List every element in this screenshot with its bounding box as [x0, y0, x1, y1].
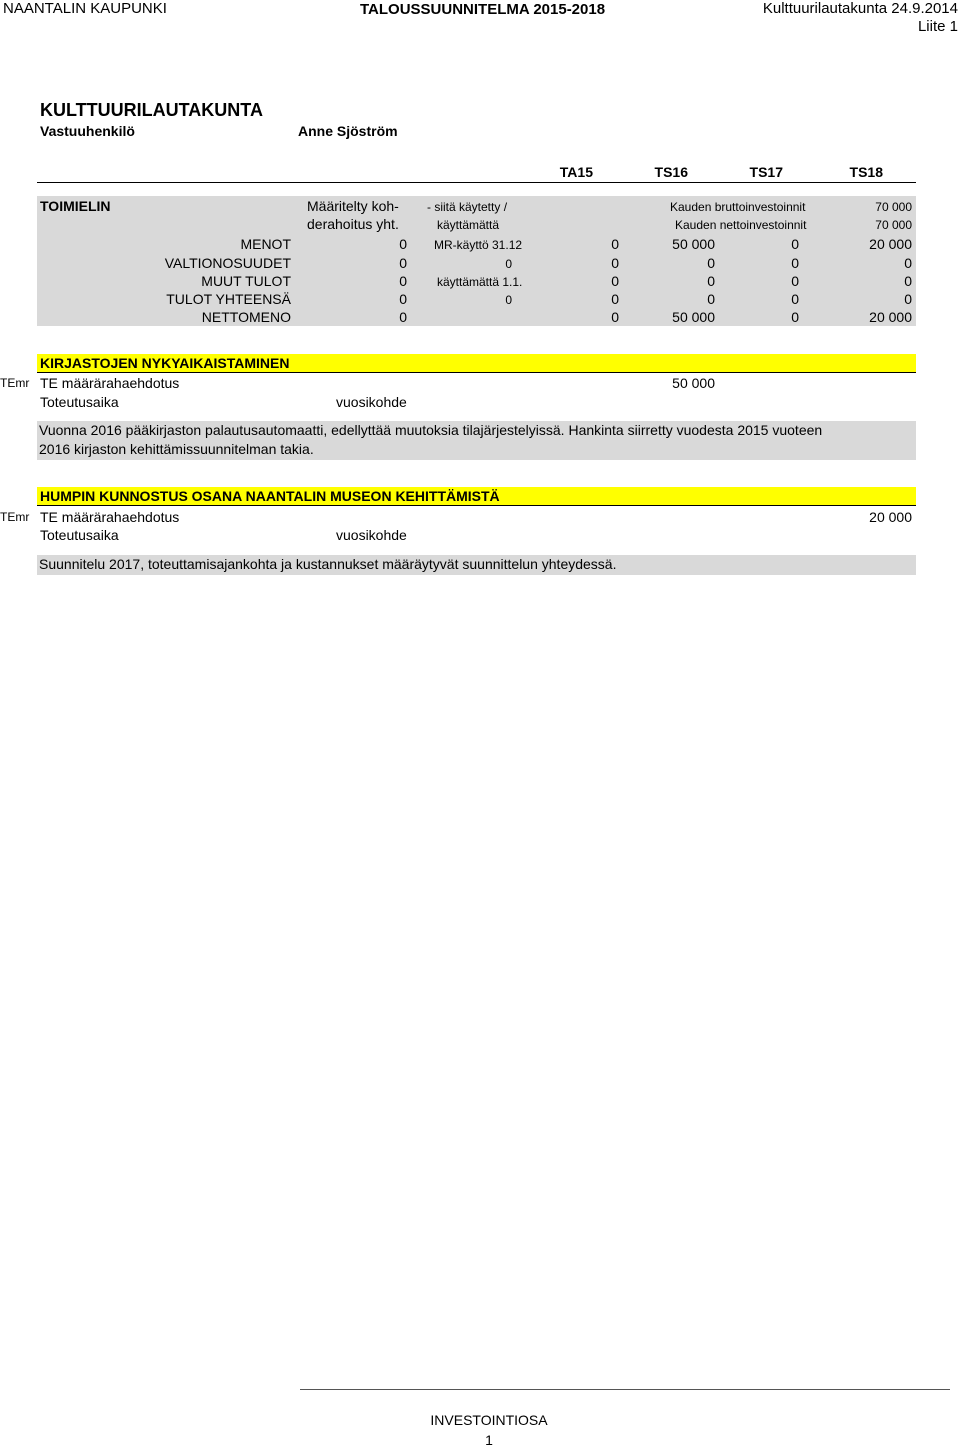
header-document-title: TALOUSSUUNNITELMA 2015-2018 — [360, 1, 606, 18]
row-label: TULOT YHTEENSÄ — [166, 291, 291, 307]
row-label: MENOT — [240, 236, 291, 252]
year-header-ts16: TS16 — [654, 164, 688, 180]
header-municipality: NAANTALIN KAUPUNKI — [3, 0, 167, 17]
row-used: 0 — [505, 293, 512, 307]
row-used: 0 — [505, 257, 512, 271]
gross-investments-value: 70 000 — [875, 200, 912, 214]
row-ts16: 0 — [707, 255, 715, 271]
col-defined-line1: Määritelty koh- — [307, 198, 399, 214]
row-ta15: 0 — [611, 273, 619, 289]
unit-title: KULTTUURILAUTAKUNTA — [40, 100, 263, 120]
summary-top-rule — [37, 182, 916, 183]
project-title: KIRJASTOJEN NYKYAIKAISTAMINEN — [40, 355, 290, 371]
row-ts17: 0 — [791, 236, 799, 252]
project-code: TEmr — [0, 376, 30, 390]
schedule-label: Toteutusaika — [40, 527, 119, 543]
schedule-value: vuosikohde — [336, 527, 407, 543]
row-ts17: 0 — [791, 273, 799, 289]
appropriation-value: 50 000 — [672, 375, 715, 391]
project-title-bar — [37, 354, 916, 373]
col-defined-line2: derahoitus yht. — [307, 216, 399, 232]
row-defined: 0 — [399, 309, 407, 325]
row-ta15: 0 — [611, 255, 619, 271]
footer-section: INVESTOINTIOSA — [430, 1412, 548, 1428]
appropriation-label: TE määrärahaehdotus — [40, 375, 180, 391]
appropriation-value: 20 000 — [869, 509, 912, 525]
row-label: NETTOMENO — [201, 309, 291, 325]
row-used: käyttämättä 1.1. — [437, 275, 523, 289]
row-defined: 0 — [399, 273, 407, 289]
description-line: Vuonna 2016 pääkirjaston palautusautomaatti, edellyttää muutoksia tilajärjestelyissä. Hankinta siirretty vuodesta 2015 vuoteen — [39, 422, 823, 438]
row-ts18: 0 — [904, 273, 912, 289]
col-used-line1: - siitä käytetty / — [427, 200, 508, 214]
summary-label: TOIMIELIN — [40, 198, 111, 214]
description-line: 2016 kirjaston kehittämissuunnitelman takia. — [39, 441, 314, 457]
row-ts17: 0 — [791, 309, 799, 325]
header-attachment: Liite 1 — [917, 18, 958, 35]
row-used: MR-käyttö 31.12 — [434, 238, 523, 252]
responsible-name: Anne Sjöström — [298, 123, 398, 139]
project-title-bar — [37, 487, 916, 506]
description-line: Suunnitelu 2017, toteuttamisajankohta ja kustannukset määräytyvät suunnittelun yhteydessä. — [39, 556, 617, 572]
year-header-ts17: TS17 — [749, 164, 783, 180]
appropriation-label: TE määrärahaehdotus — [40, 509, 180, 525]
project-code: TEmr — [0, 510, 30, 524]
row-ts16: 0 — [707, 291, 715, 307]
project-title: HUMPIN KUNNOSTUS OSANA NAANTALIN MUSEON KEHITTÄMISTÄ — [40, 488, 500, 504]
row-ta15: 0 — [611, 236, 619, 252]
footer-rule — [300, 1389, 950, 1390]
row-label: VALTIONOSUUDET — [164, 255, 291, 271]
project-description — [37, 555, 916, 575]
row-ta15: 0 — [611, 309, 619, 325]
row-defined: 0 — [399, 236, 407, 252]
net-investments-value: 70 000 — [875, 218, 912, 232]
row-ta15: 0 — [611, 291, 619, 307]
schedule-label: Toteutusaika — [40, 394, 119, 410]
row-ts17: 0 — [791, 291, 799, 307]
row-ts16: 50 000 — [672, 309, 715, 325]
gross-investments-label: Kauden bruttoinvestoinnit — [670, 200, 806, 214]
responsible-label: Vastuuhenkilö — [40, 123, 135, 139]
col-used-line2: käyttämättä — [437, 218, 500, 232]
schedule-value: vuosikohde — [336, 394, 407, 410]
project-description — [37, 421, 916, 460]
row-defined: 0 — [399, 255, 407, 271]
row-ts16: 0 — [707, 273, 715, 289]
row-defined: 0 — [399, 291, 407, 307]
row-ts16: 50 000 — [672, 236, 715, 252]
year-header-ta15: TA15 — [559, 164, 593, 180]
row-ts18: 0 — [904, 255, 912, 271]
year-header-ts18: TS18 — [849, 164, 883, 180]
row-ts17: 0 — [791, 255, 799, 271]
header-committee-date: Kulttuurilautakunta 24.9.2014 — [762, 0, 958, 17]
row-ts18: 0 — [904, 291, 912, 307]
row-ts18: 20 000 — [869, 236, 912, 252]
row-label: MUUT TULOT — [201, 273, 291, 289]
summary-table — [37, 196, 916, 326]
net-investments-label: Kauden nettoinvestoinnit — [675, 218, 807, 232]
row-ts18: 20 000 — [869, 309, 912, 325]
footer-page-number: 1 — [485, 1432, 493, 1448]
